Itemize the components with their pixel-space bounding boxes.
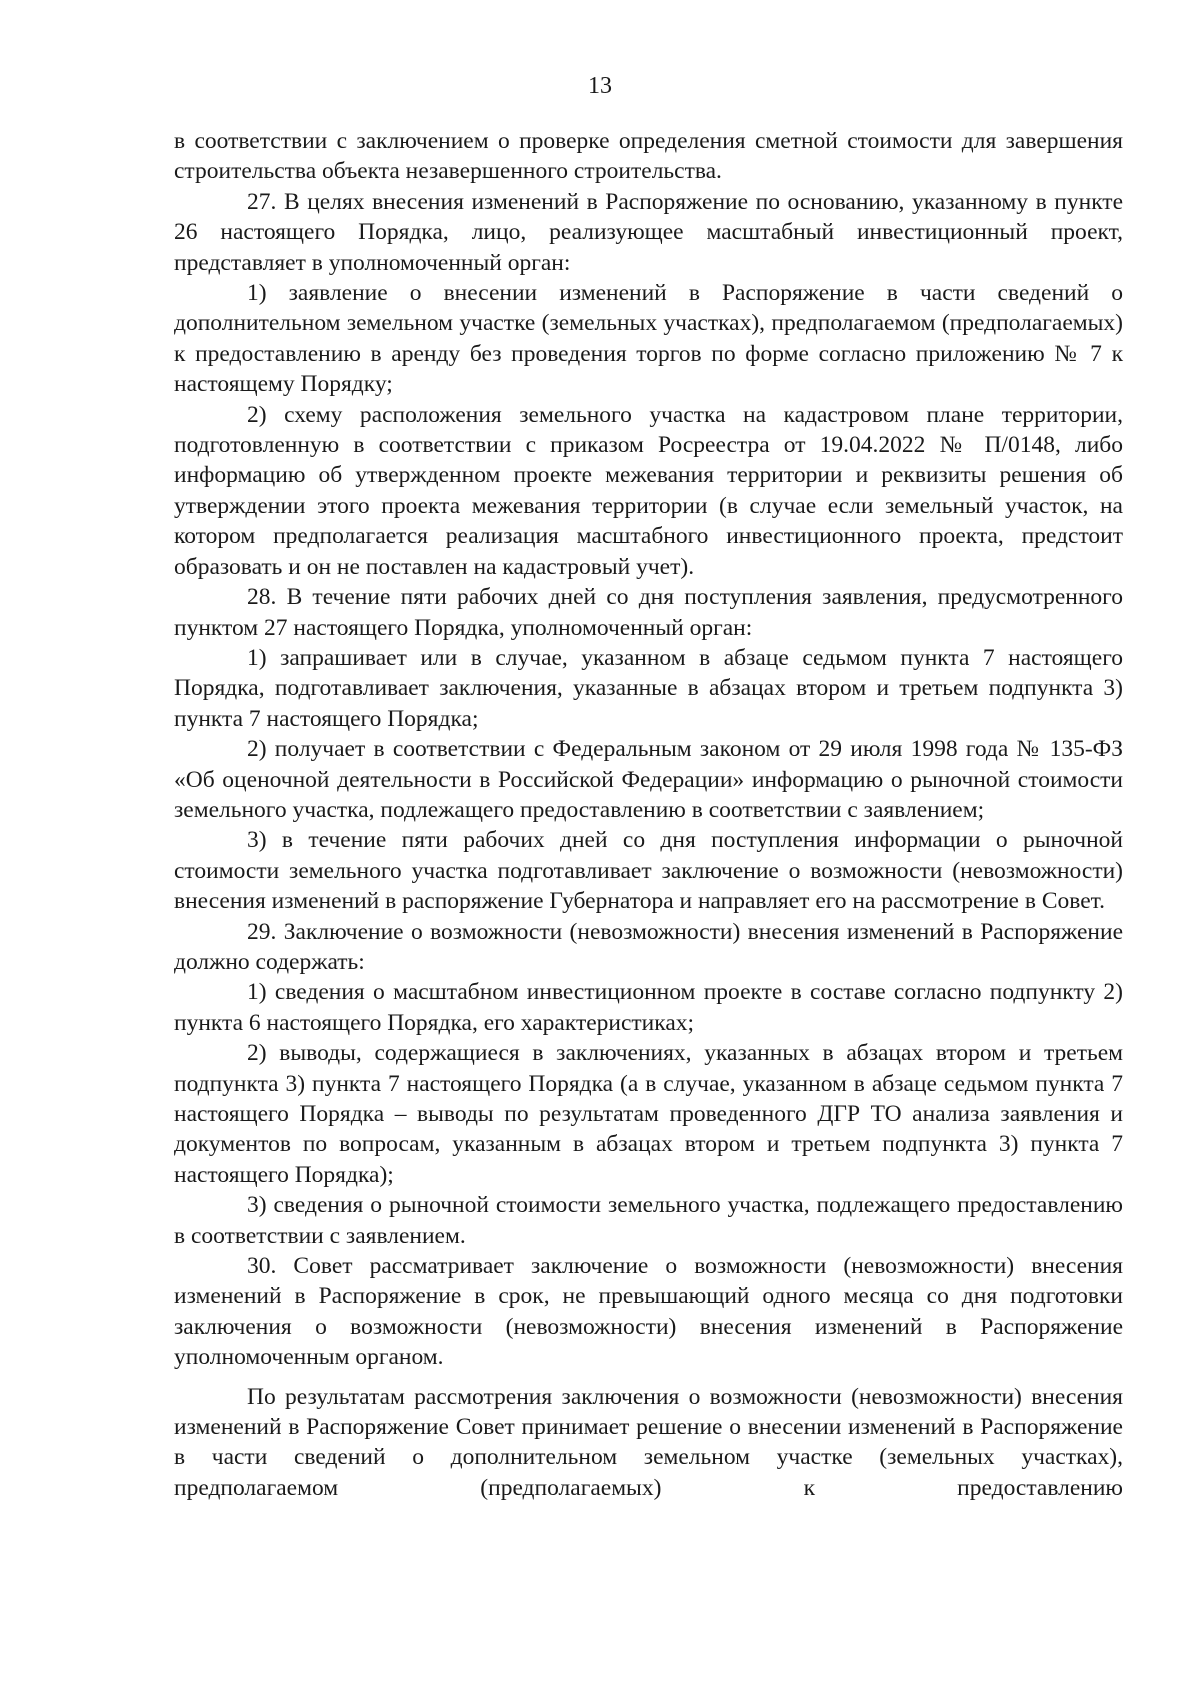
document-body <box>174 126 1123 1503</box>
page-number: 13 <box>588 73 612 99</box>
paragraph: 2) схему расположения земельного участка на кадастровом плане территории, подготовленную в соответствии с приказом Росреестра от 19.04.2022 № П/0148, либо информацию об утвержденном проекте межевания территории и реквизиты решения об утверждении этого проекта межевания территории (в случае если земельный участок, на котором предполагается реализация масштабного инвестиционного проекта, предстоит образовать и он не поставлен на кадастровый учет). <box>174 401 1123 580</box>
paragraph: 29. Заключение о возможности (невозможности) внесения изменений в Распоряжение должно содержать: <box>174 918 1123 975</box>
paragraph: 28. В течение пяти рабочих дней со дня поступления заявления, предусмотренного пунктом 27 настоящего Порядка, уполномоченный орган: <box>174 584 1123 641</box>
paragraph: 3) сведения о рыночной стоимости земельного участка, подлежащего предоставлению в соответствии с заявлением. <box>174 1192 1123 1249</box>
paragraph: 3) в течение пяти рабочих дней со дня поступления информации о рыночной стоимости земельного участка подготавливает заключение о возможности (невозможности) внесения изменений в распоряжение Губернатора и направляет его на рассмотрение в Совет. <box>174 827 1123 915</box>
paragraph: 30. Совет рассматривает заключение о возможности (невозможности) внесения изменений в Распоряжение в срок, не превышающий одного месяца со дня подготовки заключения о возможности (невозможности) внесения изменений в Распоряжение уполномоченным органом. <box>174 1253 1123 1371</box>
paragraph: в соответствии с заключением о проверке определения сметной стоимости для завершения строительства объекта незавершенного строительства. <box>174 128 1123 185</box>
paragraph: 2) выводы, содержащиеся в заключениях, указанных в абзацах втором и третьем подпункта 3) пункта 7 настоящего Порядка (а в случае, указанном в абзаце седьмом пункта 7 настоящего Порядка – выводы по результатам проведенного ДГР ТО анализа заявления и документов по вопросам, указанным в абзацах втором и третьем подпункта 3) пункта 7 настоящего Порядка); <box>174 1040 1123 1188</box>
paragraph: 2) получает в соответствии с Федеральным законом от 29 июля 1998 года № 135-ФЗ «Об оценочной деятельности в Российской Федерации» информацию о рыночной стоимости земельного участка, подлежащего предоставлению в соответствии с заявлением; <box>174 736 1123 823</box>
paragraph: 1) запрашивает или в случае, указанном в абзаце седьмом пункта 7 настоящего Порядка, подготавливает заключения, указанные в абзацах втором и третьем подпункта 3) пункта 7 настоящего Порядка; <box>174 644 1123 732</box>
paragraph: По результатам рассмотрения заключения о возможности (невозможности) внесения изменений в Распоряжение Совет принимает решение о внесении изменений в Распоряжение в части сведений о дополнительном земельном участке (земельных участках), предполагаемом (предполагаемых) к предоставлению <box>174 1383 1123 1501</box>
paragraph: 1) сведения о масштабном инвестиционном проекте в составе согласно подпункту 2) пункта 6 настоящего Порядка, его характеристиках; <box>174 979 1123 1036</box>
paragraph: 27. В целях внесения изменений в Распоряжение по основанию, указанному в пункте 26 настоящего Порядка, лицо, реализующее масштабный инвестиционный проект, представляет в уполномоченный орган: <box>174 188 1123 276</box>
paragraph: 1) заявление о внесении изменений в Распоряжение в части сведений о дополнительном земельном участке (земельных участках), предполагаемом (предполагаемых) к предоставлению в аренду без проведения торгов по форме согласно приложению № 7 к настоящему Порядку; <box>174 280 1123 398</box>
